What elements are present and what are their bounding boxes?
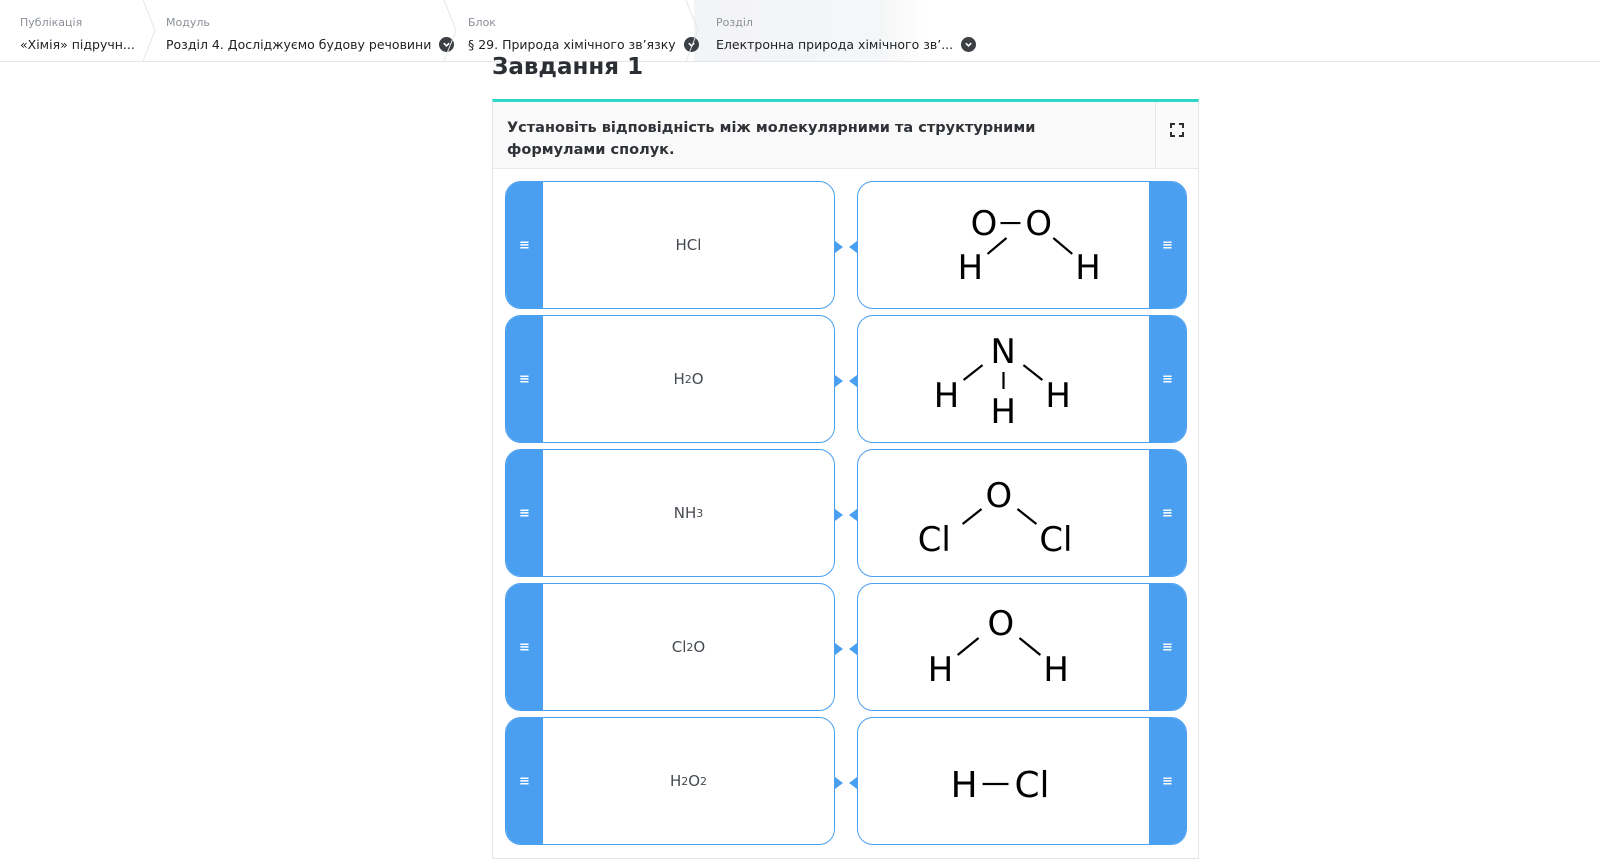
svg-text:H: H xyxy=(950,764,978,806)
structure-tile-h2o[interactable] xyxy=(857,583,1187,711)
task-prompt: Установіть відповідність між молекулярними та структурними формулами сполук. xyxy=(507,120,1036,158)
task-card xyxy=(492,99,1199,859)
breadcrumb-caption: Розділ xyxy=(716,16,753,29)
drag-handle-icon[interactable]: ≡ xyxy=(506,718,543,844)
breadcrumb-value: «Хімія» підручн... xyxy=(20,37,135,52)
task-header xyxy=(493,102,1198,169)
structure-tile-hcl[interactable] xyxy=(857,717,1187,845)
drag-handle-icon[interactable]: ≡ xyxy=(1149,718,1186,844)
breadcrumb-publication[interactable] xyxy=(20,0,140,61)
connector-port xyxy=(849,509,857,521)
structural-formula-image xyxy=(858,316,1149,442)
breadcrumb-caption: Публікація xyxy=(20,16,83,29)
structural-formula-image xyxy=(858,718,1149,844)
svg-text:Cl: Cl xyxy=(1039,519,1073,559)
breadcrumb-caption: Блок xyxy=(468,16,496,29)
svg-text:H: H xyxy=(1043,649,1069,689)
breadcrumb-value: Розділ 4. Досліджуємо будову речовини xyxy=(166,37,454,52)
match-row xyxy=(505,583,1187,711)
structural-formula-image xyxy=(858,182,1149,308)
drag-handle-icon[interactable]: ≡ xyxy=(506,182,543,308)
breadcrumb-caption: Модуль xyxy=(166,16,210,29)
chevron-down-icon[interactable] xyxy=(961,37,976,52)
drag-handle-icon[interactable]: ≡ xyxy=(1149,316,1186,442)
breadcrumb-section[interactable] xyxy=(716,0,956,61)
svg-text:Cl: Cl xyxy=(917,519,951,559)
molecular-formula: H 2 O 2 xyxy=(669,772,708,790)
structural-formula-image xyxy=(858,450,1149,576)
svg-text:O: O xyxy=(985,475,1013,515)
breadcrumb-separator xyxy=(142,0,156,61)
structure-tile-h2o2[interactable] xyxy=(857,181,1187,309)
molecular-formula: HCl xyxy=(675,236,702,254)
fullscreen-icon[interactable] xyxy=(1165,118,1189,142)
molecular-formula: Cl 2 O xyxy=(671,638,706,656)
connector-port xyxy=(835,375,843,387)
match-row xyxy=(505,717,1187,845)
drag-handle-icon[interactable]: ≡ xyxy=(506,316,543,442)
formula-tile-cl2o[interactable] xyxy=(505,583,835,711)
structure-tile-nh3[interactable] xyxy=(857,315,1187,443)
breadcrumb-block[interactable] xyxy=(468,0,688,61)
connector-port xyxy=(849,777,857,789)
breadcrumb-module[interactable] xyxy=(166,0,436,61)
svg-text:O: O xyxy=(987,603,1015,643)
svg-text:H: H xyxy=(1075,247,1101,287)
svg-text:N: N xyxy=(990,331,1016,371)
connector-port xyxy=(849,375,857,387)
svg-text:O: O xyxy=(1025,203,1053,243)
task-title: Завдання 1 xyxy=(492,54,644,80)
formula-tile-nh3[interactable] xyxy=(505,449,835,577)
molecular-formula: NH 3 xyxy=(673,504,704,522)
svg-text:H: H xyxy=(927,649,954,689)
breadcrumb-separator xyxy=(443,0,457,61)
drag-handle-icon[interactable]: ≡ xyxy=(1149,182,1186,308)
breadcrumb-separator xyxy=(685,0,699,61)
drag-handle-icon[interactable]: ≡ xyxy=(506,584,543,710)
match-row xyxy=(505,449,1187,577)
connector-port xyxy=(835,643,843,655)
molecular-formula: H 2 O xyxy=(673,370,704,388)
match-row xyxy=(505,315,1187,443)
formula-tile-h2o[interactable] xyxy=(505,315,835,443)
svg-text:H: H xyxy=(933,375,960,415)
svg-text:H: H xyxy=(1045,375,1071,415)
drag-handle-icon[interactable]: ≡ xyxy=(1149,584,1186,710)
breadcrumb xyxy=(0,0,1600,62)
formula-tile-h2o2[interactable] xyxy=(505,717,835,845)
drag-handle-icon[interactable]: ≡ xyxy=(506,450,543,576)
connector-port xyxy=(835,777,843,789)
breadcrumb-value: Електронна природа хімічного зв’... xyxy=(716,37,976,52)
svg-text:H: H xyxy=(957,247,984,287)
connector-port xyxy=(835,241,843,253)
match-row xyxy=(505,181,1187,309)
header-divider xyxy=(1155,102,1156,169)
formula-tile-hcl[interactable] xyxy=(505,181,835,309)
drag-handle-icon[interactable]: ≡ xyxy=(1149,450,1186,576)
connector-port xyxy=(849,241,857,253)
connector-port xyxy=(849,643,857,655)
svg-text:Cl: Cl xyxy=(1014,764,1050,806)
svg-text:O: O xyxy=(970,203,998,243)
connector-port xyxy=(835,509,843,521)
structure-tile-cl2o[interactable] xyxy=(857,449,1187,577)
structural-formula-image xyxy=(858,584,1149,710)
breadcrumb-value: § 29. Природа хімічного зв’язку xyxy=(468,37,699,52)
svg-text:H: H xyxy=(990,391,1017,431)
